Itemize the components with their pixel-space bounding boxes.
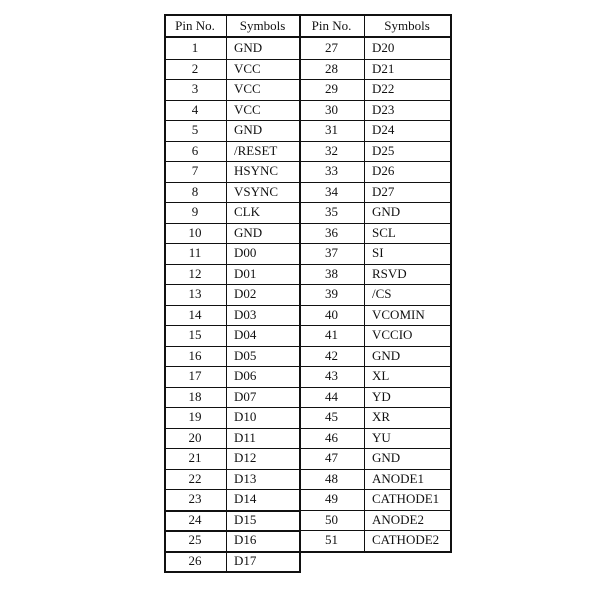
grid-line (164, 161, 299, 162)
pin-number: 38 (325, 265, 338, 281)
pin-number: 45 (325, 409, 338, 424)
grid-line (364, 14, 365, 551)
pin-symbol: XR (372, 409, 391, 424)
pin-symbol: D17 (234, 552, 257, 568)
pin-symbol: D26 (372, 163, 395, 178)
grid-line (164, 489, 299, 490)
pin-symbol: D10 (234, 409, 257, 424)
pin-number: 13 (188, 286, 202, 301)
column-header: Symbols (384, 18, 430, 33)
pin-number: 31 (325, 122, 338, 137)
grid-line (164, 120, 299, 121)
pin-symbol: D15 (234, 511, 257, 527)
pin-symbol: D02 (234, 286, 257, 301)
grid-line (164, 407, 299, 408)
pin-number: 42 (325, 347, 338, 363)
pin-number: 14 (188, 306, 202, 322)
grid-line (164, 551, 299, 553)
grid-line (299, 79, 450, 80)
pin-symbol: HSYNC (234, 163, 279, 178)
grid-line (164, 510, 299, 512)
pin-number: 4 (191, 101, 199, 117)
grid-line (299, 182, 450, 183)
pin-symbol: ANODE1 (372, 470, 424, 486)
pin-symbol: GND (372, 450, 401, 465)
pin-number: 7 (191, 163, 199, 178)
grid-line (164, 366, 299, 367)
pin-symbol: CATHODE1 (372, 491, 440, 506)
grid-line (164, 530, 299, 532)
grid-line (299, 510, 450, 511)
pin-symbol: /RESET (234, 142, 278, 158)
pin-symbol: XL (372, 368, 390, 383)
grid-line (164, 14, 451, 16)
pin-number: 1 (191, 40, 199, 55)
pin-number: 17 (188, 368, 202, 383)
pin-symbol: D24 (372, 122, 395, 137)
grid-line (299, 120, 450, 121)
pin-symbol: D07 (234, 388, 257, 404)
grid-line (299, 59, 450, 60)
column-header: Pin No. (175, 18, 215, 33)
grid-line (299, 346, 450, 347)
pin-symbol: D01 (234, 265, 257, 281)
pin-symbol: D21 (372, 60, 395, 76)
pin-number: 35 (325, 204, 338, 219)
pin-symbol: GND (234, 224, 263, 240)
pin-symbol: D16 (234, 532, 257, 547)
grid-line (299, 325, 450, 326)
pin-symbol: SCL (372, 224, 396, 240)
grid-line (164, 325, 299, 326)
grid-line (164, 100, 299, 101)
pin-symbol: D03 (234, 306, 257, 322)
grid-line (164, 284, 299, 285)
pin-number: 19 (188, 409, 202, 424)
grid-line (299, 387, 450, 388)
grid-line (164, 305, 299, 306)
pin-number: 48 (325, 470, 338, 486)
pin-symbol: YU (372, 429, 391, 445)
pin-symbol: GND (372, 204, 401, 219)
grid-line (164, 448, 299, 449)
grid-line (299, 14, 301, 573)
pin-symbol: RSVD (372, 265, 407, 281)
grid-line (299, 428, 450, 429)
pin-symbol: GND (234, 40, 263, 55)
pin-number: 3 (191, 81, 199, 96)
pin-symbol: CLK (234, 204, 260, 219)
grid-line (299, 202, 450, 203)
pin-number: 33 (325, 163, 338, 178)
column-header: Symbols (239, 18, 286, 33)
grid-line (164, 223, 299, 224)
pin-number: 32 (325, 142, 338, 158)
grid-line (164, 141, 299, 142)
pin-number: 50 (325, 511, 338, 527)
pin-number: 6 (191, 142, 199, 158)
pin-symbol: D25 (372, 142, 395, 158)
pin-symbol: D22 (372, 81, 395, 96)
pin-number: 25 (188, 532, 202, 547)
grid-line (299, 264, 450, 265)
grid-line (164, 428, 299, 429)
grid-line (164, 264, 299, 265)
grid-line (164, 14, 166, 573)
pin-number: 51 (325, 532, 338, 547)
grid-line (164, 346, 299, 347)
pin-symbol: VCOMIN (372, 306, 425, 322)
grid-line (226, 14, 227, 571)
pin-number: 37 (325, 245, 338, 260)
pin-number: 11 (188, 245, 202, 260)
grid-line (299, 407, 450, 408)
pin-number: 24 (188, 511, 202, 527)
grid-line (164, 469, 299, 470)
pin-number: 43 (325, 368, 338, 383)
grid-line (299, 305, 450, 306)
pin-number: 41 (325, 327, 338, 342)
pin-number: 20 (188, 429, 202, 445)
grid-line (299, 530, 450, 531)
grid-line (164, 571, 300, 573)
pin-symbol: D04 (234, 327, 257, 342)
pin-number: 2 (191, 60, 199, 76)
grid-line (299, 551, 451, 553)
pin-number: 23 (188, 491, 202, 506)
pin-symbol: VCC (234, 81, 261, 96)
pin-number: 28 (325, 60, 338, 76)
pin-number: 46 (325, 429, 338, 445)
pin-symbol: GND (234, 122, 263, 137)
pin-symbol: CATHODE2 (372, 532, 440, 547)
pin-symbol: D00 (234, 245, 257, 260)
pin-symbol: D14 (234, 491, 257, 506)
grid-line (164, 182, 299, 183)
pin-symbol: D05 (234, 347, 257, 363)
grid-line (299, 448, 450, 449)
pin-number: 39 (325, 286, 338, 301)
pin-symbol: VCCIO (372, 327, 413, 342)
grid-line (299, 223, 450, 224)
pin-symbol: /CS (372, 286, 392, 301)
pin-number: 8 (191, 183, 199, 199)
grid-line (299, 141, 450, 142)
grid-line (164, 36, 451, 38)
pin-number: 16 (188, 347, 202, 363)
pin-number: 26 (188, 552, 202, 568)
grid-line (164, 243, 299, 244)
grid-line (299, 489, 450, 490)
pin-symbol: SI (372, 245, 384, 260)
pin-number: 47 (325, 450, 338, 465)
pin-symbol: D11 (234, 429, 256, 445)
grid-line (299, 161, 450, 162)
grid-line (299, 243, 450, 244)
pin-symbol: D12 (234, 450, 257, 465)
pin-number: 10 (188, 224, 202, 240)
pin-number: 49 (325, 491, 338, 506)
pin-number: 9 (191, 204, 199, 219)
grid-line (164, 387, 299, 388)
pin-number: 40 (325, 306, 338, 322)
pin-number: 15 (188, 327, 202, 342)
pin-number: 18 (188, 388, 202, 404)
pin-number: 5 (191, 122, 199, 137)
pin-number: 44 (325, 388, 338, 404)
pin-symbol: D27 (372, 183, 395, 199)
pin-symbol: D13 (234, 470, 257, 486)
pin-symbol: YD (372, 388, 391, 404)
pin-symbol: VSYNC (234, 183, 279, 199)
grid-line (164, 202, 299, 203)
pin-number: 29 (325, 81, 338, 96)
grid-line (164, 79, 299, 80)
pin-number: 12 (188, 265, 202, 281)
pin-number: 27 (325, 40, 338, 55)
pin-number: 22 (188, 470, 202, 486)
pin-number: 36 (325, 224, 338, 240)
pin-symbol: D06 (234, 368, 257, 383)
pin-symbol: D23 (372, 101, 395, 117)
pin-number: 21 (188, 450, 202, 465)
grid-line (299, 469, 450, 470)
pin-symbol: GND (372, 347, 401, 363)
grid-line (299, 284, 450, 285)
grid-line (450, 14, 452, 553)
pin-symbol: ANODE2 (372, 511, 424, 527)
pin-symbol: VCC (234, 101, 261, 117)
column-header: Pin No. (311, 18, 352, 33)
grid-line (299, 100, 450, 101)
pin-symbol: VCC (234, 60, 261, 76)
grid-line (164, 59, 299, 60)
pin-number: 34 (325, 183, 338, 199)
grid-line (299, 366, 450, 367)
pin-symbol: D20 (372, 40, 395, 55)
pin-number: 30 (325, 101, 338, 117)
